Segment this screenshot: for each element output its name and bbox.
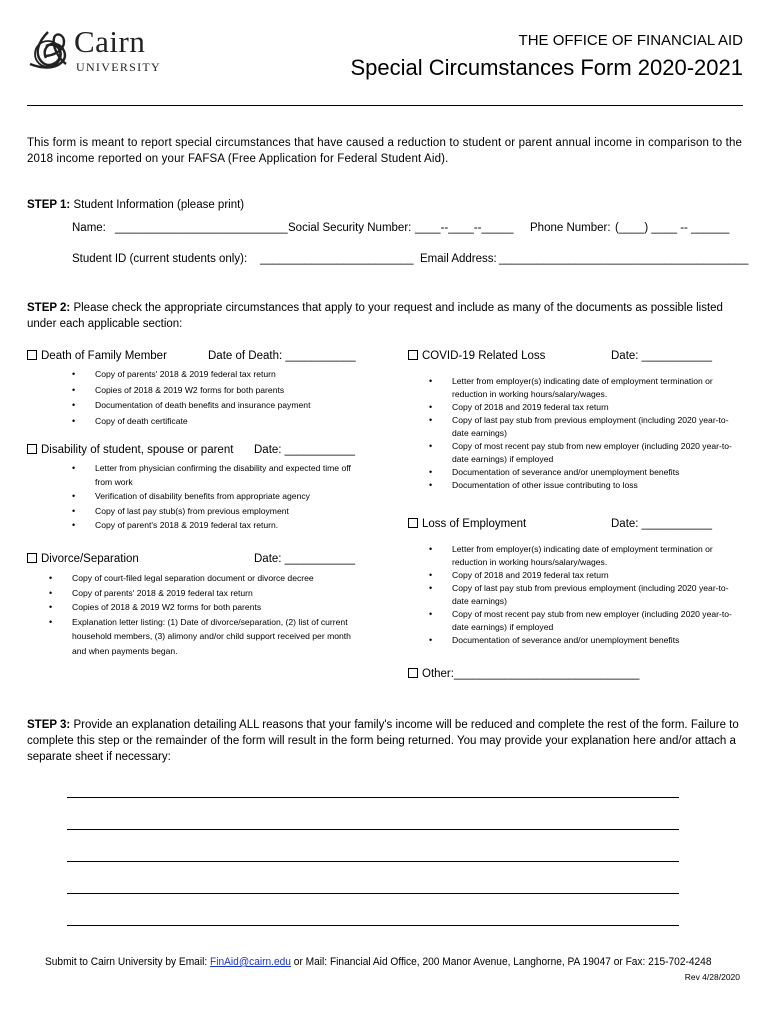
list-item: • Documentation of severance and/or unemployment benefits — [452, 466, 744, 479]
office-title: THE OFFICE OF FINANCIAL AID — [518, 32, 743, 49]
divorce-checkbox[interactable] — [27, 553, 37, 563]
explanation-line-5[interactable] — [67, 925, 679, 926]
other-checkbox-row[interactable] — [408, 668, 639, 680]
cairn-logo — [24, 24, 174, 78]
employment-checkbox-row[interactable] — [408, 518, 526, 530]
step3-heading — [27, 717, 743, 765]
list-item: • Copy of parents' 2018 & 2019 federal tax return — [95, 367, 385, 382]
list-item: • Copy of most recent pay stub from new employer (including 2020 year-to-date earnings) if employed — [452, 608, 744, 634]
submit-instructions — [45, 956, 711, 968]
list-item: • Copy of most recent pay stub from new employer (including 2020 year-to-date earnings) if employed — [452, 440, 744, 466]
divorce-docs-list — [72, 571, 352, 658]
logo-wordmark: Cairn — [74, 24, 146, 59]
list-item: • Copy of 2018 and 2019 federal tax return — [452, 401, 744, 414]
step3-text: Provide an explanation detailing ALL reasons that your family's income will be reduced and complete the rest of the form. Failure to complete this step or the remainder of the form will result in the form being returned. You may provide your explanation here and/or attach a separate sheet if necessary: — [27, 719, 739, 763]
list-item: • Letter from employer(s) indicating date of employment termination or reduction in working hours/salary/wages. — [452, 543, 744, 569]
list-item: • Copies of 2018 & 2019 W2 forms for both parents — [72, 600, 352, 615]
employment-checkbox[interactable] — [408, 518, 418, 528]
list-item: • Copy of last pay stub from previous employment (including 2020 year-to-date earnings) — [452, 414, 744, 440]
covid-title: COVID-19 Related Loss — [422, 350, 546, 362]
other-title: Other: — [422, 668, 454, 680]
list-item: • Documentation of other issue contributing to loss — [452, 479, 744, 492]
ssn-label: Social Security Number: — [288, 222, 412, 234]
disability-date[interactable]: Date: ___________ — [254, 444, 356, 456]
list-item: • Letter from employer(s) indicating date of employment termination or reduction in working hours/salary/wages. — [452, 375, 744, 401]
covid-checkbox[interactable] — [408, 350, 418, 360]
divorce-checkbox-row[interactable] — [27, 553, 139, 565]
list-item: • Copy of court-filed legal separation document or divorce decree — [72, 571, 352, 586]
list-item: • Copy of death certificate — [95, 414, 385, 429]
step2-text: Please check the appropriate circumstances that apply to your request and include as many of the documents as possible listed under each applicable section: — [27, 302, 723, 330]
divorce-title: Divorce/Separation — [41, 553, 139, 565]
name-label: Name: — [72, 222, 106, 234]
student-id-field[interactable]: ________________________ — [260, 253, 414, 265]
list-item: • Documentation of severance and/or unemployment benefits — [452, 634, 744, 647]
list-item: • Copy of 2018 and 2019 federal tax return — [452, 569, 744, 582]
explanation-line-3[interactable] — [67, 861, 679, 862]
explanation-line-4[interactable] — [67, 893, 679, 894]
employment-docs-list — [452, 543, 744, 647]
list-item: • Copy of last pay stub(s) from previous employment — [95, 504, 370, 519]
step2-label: STEP 2: — [27, 302, 71, 314]
disability-docs-list — [95, 461, 370, 533]
form-title: Special Circumstances Form 2020-2021 — [350, 55, 743, 80]
submit-prefix: Submit to Cairn University by Email: — [45, 956, 210, 968]
employment-date[interactable]: Date: ___________ — [611, 518, 713, 530]
ssn-field[interactable]: ____--____--_____ — [415, 222, 514, 234]
covid-date[interactable]: Date: ___________ — [611, 350, 713, 362]
phone-field[interactable]: (____) ____ -- ______ — [615, 222, 730, 234]
list-item: • Copy of parent's 2018 & 2019 federal tax return. — [95, 518, 370, 533]
covid-docs-list — [452, 375, 744, 492]
list-item: • Letter from physician confirming the disability and expected time off from work — [95, 461, 370, 489]
explanation-line-1[interactable] — [67, 797, 679, 798]
divorce-date[interactable]: Date: ___________ — [254, 553, 356, 565]
finaid-email-link[interactable]: FinAid@cairn.edu — [209, 956, 291, 968]
explanation-line-2[interactable] — [67, 829, 679, 830]
submit-suffix: or Mail: Financial Aid Office, 200 Manor Avenue, Langhorne, PA 19047 or Fax: 215-702-4248 — [290, 956, 712, 968]
phone-label: Phone Number: — [530, 222, 611, 234]
disability-checkbox[interactable] — [27, 444, 37, 454]
other-field[interactable]: _____________________________ — [453, 668, 640, 680]
step1-heading — [27, 199, 244, 211]
step3-label: STEP 3: — [27, 719, 71, 731]
death-checkbox[interactable] — [27, 350, 37, 360]
logo-subtitle: UNIVERSITY — [76, 60, 161, 74]
revision-date: Rev 4/28/2020 — [684, 972, 740, 982]
list-item: • Copy of parents' 2018 & 2019 federal tax return — [72, 586, 352, 601]
other-checkbox[interactable] — [408, 668, 418, 678]
death-docs-list — [95, 367, 385, 428]
intro-text: This form is meant to report special circumstances that have caused a reduction to student or parent annual income in comparison to the 2018 income reported on your FAFSA (Free Application for Federal Student Aid). — [27, 137, 743, 165]
disability-title: Disability of student, spouse or parent — [41, 444, 234, 456]
disability-checkbox-row[interactable] — [27, 444, 233, 456]
email-label: Email Address: — [420, 253, 497, 265]
email-field[interactable]: _______________________________________ — [499, 253, 749, 265]
list-item: • Explanation letter listing: (1) Date of divorce/separation, (2) list of current household members, (3) alimony and/or child support received per month and when payments began. — [72, 615, 352, 659]
list-item: • Copies of 2018 & 2019 W2 forms for both parents — [95, 383, 385, 398]
step1-text: Student Information (please print) — [73, 199, 245, 211]
step2-heading — [27, 300, 743, 332]
death-title: Death of Family Member — [41, 350, 167, 362]
employment-title: Loss of Employment — [422, 518, 527, 530]
name-field[interactable]: ___________________________ — [115, 222, 288, 234]
death-checkbox-row[interactable] — [27, 350, 167, 362]
list-item: • Copy of last pay stub from previous employment (including 2020 year-to-date earnings) — [452, 582, 744, 608]
student-id-label: Student ID (current students only): — [72, 253, 248, 265]
death-date[interactable]: Date of Death: ___________ — [208, 350, 356, 362]
covid-checkbox-row[interactable] — [408, 350, 545, 362]
list-item: • Documentation of death benefits and insurance payment — [95, 398, 385, 413]
cairn-knot-icon — [24, 28, 72, 76]
header-divider — [27, 105, 743, 106]
list-item: • Verification of disability benefits from appropriate agency — [95, 489, 370, 504]
step1-label: STEP 1: — [27, 199, 71, 211]
